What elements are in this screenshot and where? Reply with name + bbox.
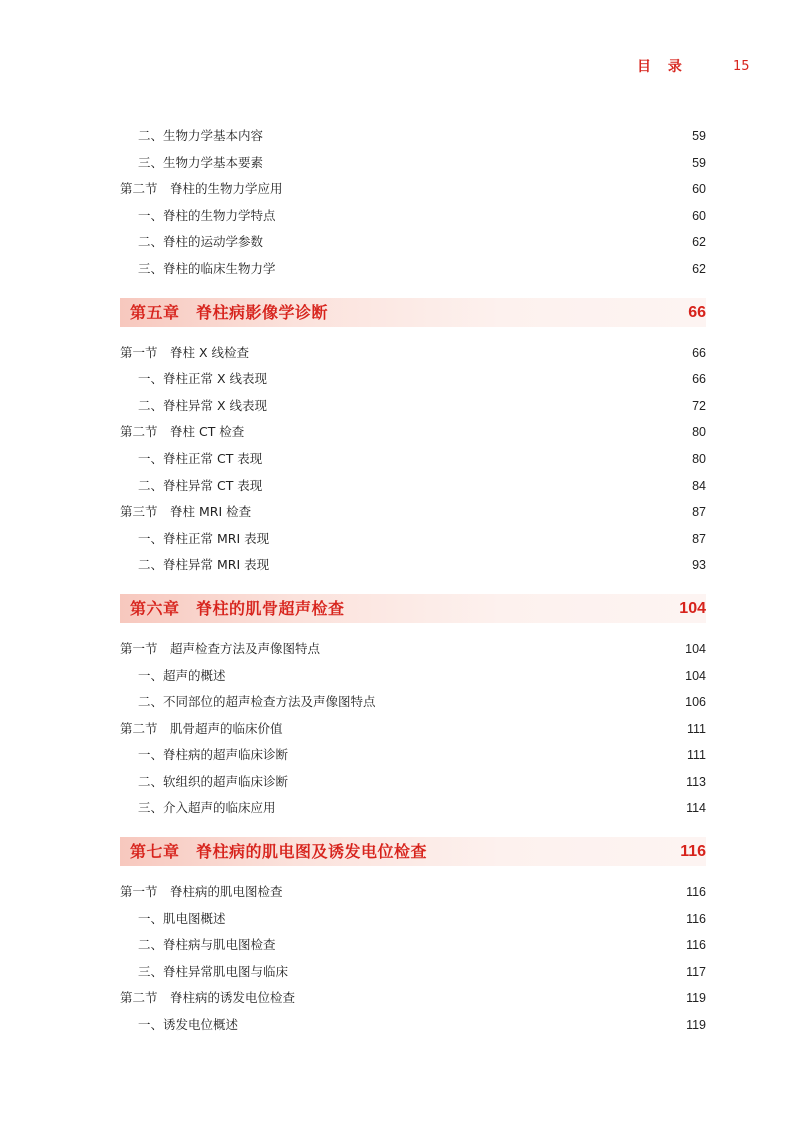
toc-item[interactable] [120, 932, 706, 959]
toc-entry-title: 一、脊柱的生物力学特点 [138, 207, 276, 223]
toc-entry-title: 第一节 超声检查方法及声像图特点 [120, 640, 321, 656]
toc-entry-page: 59 [692, 155, 706, 170]
toc-section[interactable] [120, 419, 706, 446]
toc-item[interactable] [120, 473, 706, 500]
toc-entry-title: 第二节 脊柱病的诱发电位检查 [120, 990, 296, 1006]
toc-item[interactable] [120, 795, 706, 822]
toc-item[interactable] [120, 1012, 706, 1039]
toc-entry-title: 二、脊柱异常 MRI 表现 [138, 557, 270, 573]
toc-entry-title: 三、脊柱的临床生物力学 [138, 260, 276, 276]
toc-entry-page: 119 [686, 991, 706, 1006]
toc-section[interactable] [120, 879, 706, 906]
toc-entry-page: 111 [686, 748, 706, 763]
toc-entry-page: 80 [692, 425, 706, 440]
toc-entry-page: 84 [692, 478, 706, 493]
toc-entry-page: 104 [679, 599, 706, 617]
toc-entry-page: 116 [686, 885, 706, 900]
toc-item[interactable] [120, 203, 706, 230]
toc-entry-page: 62 [692, 261, 706, 276]
toc-chapter[interactable] [120, 298, 706, 327]
toc-entry-page: 113 [686, 774, 706, 789]
toc-entry-title: 三、生物力学基本要素 [138, 154, 264, 170]
toc-entry-title: 第二节 脊柱 CT 检查 [120, 424, 245, 440]
toc-entry-title: 一、肌电图概述 [138, 910, 226, 926]
toc-entry-title: 第五章 脊柱病影像学诊断 [130, 302, 329, 322]
toc-section[interactable] [120, 340, 706, 367]
toc-section[interactable] [120, 716, 706, 743]
toc-entry-title: 三、介入超声的临床应用 [138, 800, 276, 816]
toc-item[interactable] [120, 123, 706, 150]
toc-entry-title: 第七章 脊柱病的肌电图及诱发电位检查 [130, 842, 428, 862]
toc-item[interactable] [120, 769, 706, 796]
toc-entry-page: 72 [692, 398, 706, 413]
toc-entry-title: 第二节 脊柱的生物力学应用 [120, 181, 283, 197]
toc-entry-page: 104 [685, 641, 706, 656]
toc-item[interactable] [120, 663, 706, 690]
toc-item[interactable] [120, 552, 706, 579]
toc-entry-title: 第二节 肌骨超声的临床价值 [120, 720, 283, 736]
toc-item[interactable] [120, 526, 706, 553]
toc-item[interactable] [120, 906, 706, 933]
toc-entry-title: 三、脊柱异常肌电图与临床 [138, 963, 289, 979]
toc-entry-page: 66 [692, 372, 706, 387]
toc-entry-title: 第一节 脊柱病的肌电图检查 [120, 884, 283, 900]
toc-item[interactable] [120, 446, 706, 473]
toc-item[interactable] [120, 366, 706, 393]
toc-entry-title: 二、脊柱病与肌电图检查 [138, 937, 276, 953]
toc-entry-title: 一、脊柱正常 MRI 表现 [138, 530, 270, 546]
toc-entry-page: 104 [685, 668, 706, 683]
toc-section[interactable] [120, 176, 706, 203]
toc-entry-title: 一、超声的概述 [138, 667, 226, 683]
toc-entry-title: 二、生物力学基本内容 [138, 128, 264, 143]
toc-chapter[interactable] [120, 594, 706, 623]
toc-entry-page: 114 [686, 801, 706, 816]
toc-item[interactable] [120, 742, 706, 769]
toc-entry-page: 80 [692, 451, 706, 466]
toc-entry-title: 二、脊柱的运动学参数 [138, 234, 264, 250]
toc-entry-page: 87 [692, 531, 706, 546]
toc-section[interactable] [120, 636, 706, 663]
toc-entry-page: 117 [686, 964, 706, 979]
toc-chapter[interactable] [120, 837, 706, 866]
toc-entry-page: 111 [686, 721, 706, 736]
toc-entry-page: 106 [685, 695, 706, 710]
toc-entry-page: 116 [680, 843, 706, 861]
toc-entry-title: 一、脊柱病的超声临床诊断 [138, 747, 289, 763]
toc-entry-title: 一、脊柱正常 CT 表现 [138, 450, 263, 466]
toc-entry-page: 87 [692, 505, 706, 520]
toc-section[interactable] [120, 985, 706, 1012]
toc-entry-page: 59 [692, 129, 706, 143]
toc-entry-title: 第六章 脊柱的肌骨超声检查 [130, 598, 345, 618]
toc-entry-page: 60 [692, 182, 706, 197]
toc-entry-title: 二、软组织的超声临床诊断 [138, 773, 289, 789]
toc-item[interactable] [120, 256, 706, 283]
toc-item[interactable] [120, 393, 706, 420]
toc-entry-title: 二、脊柱异常 X 线表现 [138, 397, 268, 413]
toc-entry-title: 一、脊柱正常 X 线表现 [138, 371, 268, 387]
toc-entry-title: 第一节 脊柱 X 线检查 [120, 344, 250, 360]
toc-entry-title: 第三节 脊柱 MRI 检查 [120, 504, 252, 520]
toc-item[interactable] [120, 150, 706, 177]
table-of-contents [120, 123, 706, 1039]
toc-entry-page: 66 [688, 303, 706, 321]
toc-entry-page: 66 [692, 345, 706, 360]
toc-entry-page: 60 [692, 208, 706, 223]
toc-item[interactable] [120, 959, 706, 986]
toc-entry-page: 116 [686, 938, 706, 953]
toc-entry-title: 二、不同部位的超声检查方法及声像图特点 [138, 694, 376, 710]
toc-entry-page: 62 [692, 235, 706, 250]
header-title: 目 录 [637, 59, 688, 75]
toc-entry-page: 116 [686, 911, 706, 926]
toc-entry-page: 93 [692, 558, 706, 573]
toc-item[interactable] [120, 229, 706, 256]
toc-section[interactable] [120, 499, 706, 526]
toc-entry-page: 119 [686, 1018, 706, 1033]
toc-entry-title: 一、诱发电位概述 [138, 1017, 239, 1033]
page-header [0, 57, 800, 79]
toc-entry-title: 二、脊柱异常 CT 表现 [138, 477, 263, 493]
header-page-number: 15 [733, 59, 750, 74]
toc-item[interactable] [120, 689, 706, 716]
